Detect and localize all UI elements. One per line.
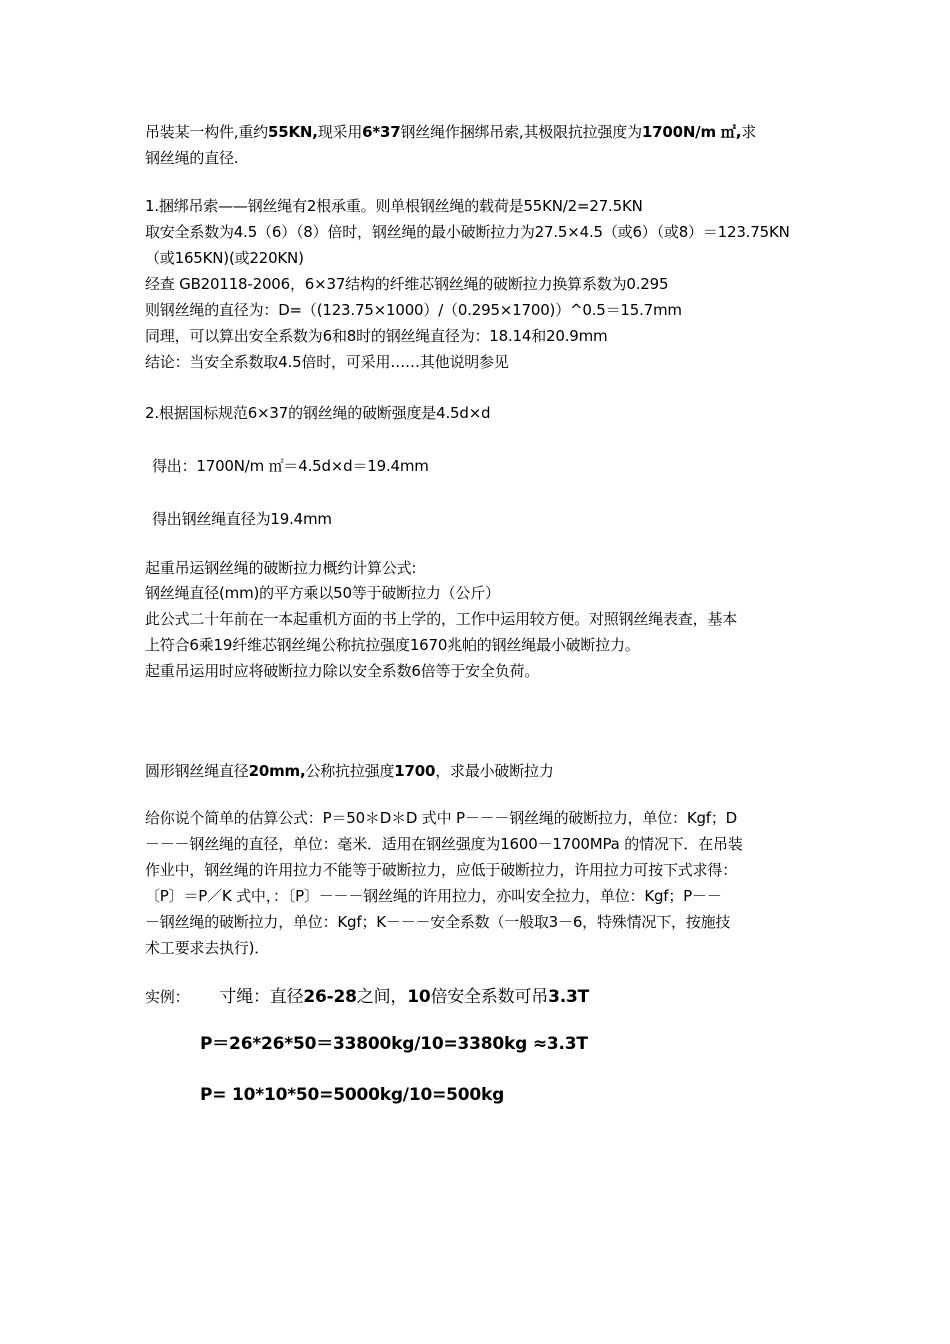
method-1-line-3: （或165KN)(或220KN) [145,249,304,267]
example-formula-2: P= 10*10*50=5000kg/10=500kg [200,1085,505,1105]
estimate-line-5: －钢丝绳的破断拉力，单位：Kgf；K－－－安全系数（一般取3－6，特殊情况下，按施技 [145,913,731,931]
example-formula-1: P＝26*26*50＝33800kg/10=3380kg ≈3.3T [200,1034,588,1054]
method-1-line-2: 取安全系数为4.5（6）（8）倍时，钢丝绳的最小破断拉力为27.5×4.5（或6）（或8）＝123.75KN [145,223,790,241]
estimate-line-3: 作业中，钢丝绳的许用拉力不能等于破断拉力，应低于破断拉力，许用拉力可按下式求得： [145,861,738,879]
formula-line-5: 起重吊运用时应将破断拉力除以安全系数6倍等于安全负荷。 [145,662,540,680]
method-1-conclusion: 结论：当安全系数取4.5倍时，可采用……其他说明参见 [145,353,509,371]
problem-1-line-2: 钢丝绳的直径. [145,149,239,167]
example-label: 实例： [145,988,190,1006]
estimate-line-4: 〔P〕＝P／K 式中，：〔P〕－－－钢丝绳的许用拉力，亦叫安全拉力，单位：Kgf；P－－ [145,887,722,905]
estimate-line-1: 给你说个简单的估算公式：P＝50＊D＊D 式中 P－－－钢丝绳的破断拉力，单位：Kgf；D [145,809,738,827]
method-1-line-6: 同理，可以算出安全系数为6和8时的钢丝绳直径为：18.14和20.9mm [145,327,608,345]
method-2-diameter: 得出钢丝绳直径为19.4mm [152,510,332,528]
problem-1-line-1: 吊装某一构件,重约55KN,现采用6*37钢丝绳作捆绑吊索,其极限抗拉强度为1700N/m ㎡,求 [145,123,757,141]
example-line: 实例： 寸绳：直径26-28之间，10倍安全系数可吊3.3T [145,987,589,1007]
formula-line-4: 上符合6乘19纤维芯钢丝绳公称抗拉强度1670兆帕的钢丝绳最小破断拉力。 [145,636,640,654]
method-2-heading: 2.根据国标规范6×37的钢丝绳的破断强度是4.5d×d [145,404,491,422]
formula-line-3: 此公式二十年前在一本起重机方面的书上学的，工作中运用较方便。对照钢丝绳表查，基本 [145,610,738,628]
method-1-line-4: 经查 GB20118-2006，6×37结构的纤维芯钢丝绳的破断拉力换算系数为0.295 [145,275,669,293]
estimate-line-6: 术工要求去执行)． [145,939,270,957]
method-2-result: 得出：1700N/m ㎡＝4.5d×d＝19.4mm [152,457,429,475]
problem-2-heading: 圆形钢丝绳直径20mm,公称抗拉强度1700，求最小破断拉力 [145,762,554,780]
method-1-line-1: 1.捆绑吊索——钢丝绳有2根承重。则单根钢丝绳的载荷是55KN/2=27.5KN [145,197,643,215]
formula-line-1: 起重吊运钢丝绳的破断拉力概约计算公式: [145,559,417,577]
estimate-line-2: －－－钢丝绳的直径，单位：毫米．适用在钢丝强度为1600－1700MPa 的情况下．在吊装 [145,835,743,853]
formula-line-2: 钢丝绳直径(mm)的平方乘以50等于破断拉力（公斤） [145,584,500,602]
method-1-line-5: 则钢丝绳的直径为：D=（(123.75×1000）/（0.295×1700)）^0.5＝15.7mm [145,301,682,319]
